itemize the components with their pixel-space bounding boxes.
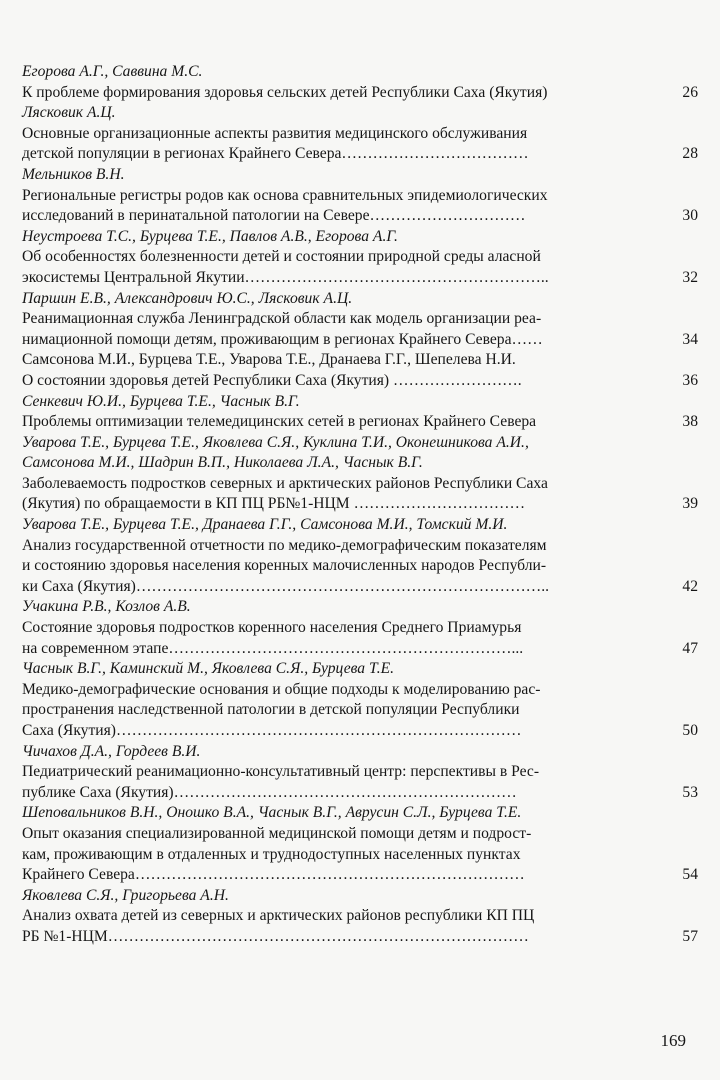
toc-title: К проблеме формирования здоровья сельских детей Республики Саха (Якутия) <box>22 83 548 101</box>
toc-entry <box>22 62 698 103</box>
toc-entry <box>22 227 698 289</box>
page-number: 169 <box>660 1031 686 1050</box>
toc-title: Региональные регистры родов как основа сравнительных эпидемиологических исследований в перинатальной патологии на Севере………………………… <box>22 186 548 225</box>
toc-title: Медико-демографические основания и общие подходы к моделированию рас- пространения наследственной патологии в детской популяции Республики Саха (Якутия)…………………………………………………………………… <box>22 680 541 739</box>
toc-page-number: 54 <box>682 866 698 884</box>
toc-title: Опыт оказания специализированной медицинской помощи детям и подрост- кам, проживающим в отдаленных и труднодоступных населенных пунктах Крайнего Севера………………………………………………………………… <box>22 824 532 884</box>
toc-page-number: 38 <box>682 413 698 431</box>
toc-authors: Лясковик А.Ц. <box>22 104 116 122</box>
toc-entry <box>22 597 698 659</box>
toc-title-row <box>22 83 698 104</box>
toc-authors: Самсонова М.И., Бурцева Т.Е., Уварова Т.Е., Дранаева Г.Г., Шепелева Н.И. <box>22 351 516 369</box>
toc-authors: Мельников В.Н. <box>22 165 125 183</box>
toc-title-row <box>22 680 698 742</box>
toc-page-number: 42 <box>682 577 698 595</box>
toc-title-row <box>22 474 698 515</box>
toc-title: Проблемы оптимизации телемедицинских сетей в регионах Крайнего Севера <box>22 413 537 431</box>
toc-entry <box>22 165 698 227</box>
table-of-contents <box>22 62 698 948</box>
toc-title: Реанимационная служба Ленинградской области как модель организации реа- нимационной помощи детям, проживающим в регионах Крайнего Севера…… <box>22 310 543 348</box>
toc-authors: Чичахов Д.А., Гордеев В.И. <box>22 742 201 760</box>
toc-page-number: 32 <box>682 268 698 286</box>
toc-authors: Уварова Т.Е., Бурцева Т.Е., Дранаева Г.Г., Самсонова М.И., Томский М.И. <box>22 516 508 534</box>
toc-title-row <box>22 762 698 803</box>
toc-entry <box>22 803 698 885</box>
toc-page-number: 39 <box>682 495 698 513</box>
toc-page-number: 53 <box>682 783 698 801</box>
toc-entry <box>22 289 698 351</box>
toc-title-row <box>22 412 698 433</box>
toc-title: Заболеваемость подростков северных и арктических районов Республики Саха (Якутия) по обращаемости в КП ПЦ РБ№1-НЦМ …………………………… <box>22 474 548 513</box>
toc-authors: Егорова А.Г., Саввина М.С. <box>22 63 203 80</box>
toc-title: О состоянии здоровья детей Республики Саха (Якутия) ……………………. <box>22 371 522 389</box>
toc-page-number: 50 <box>682 722 698 739</box>
toc-authors: Неустроева Т.С., Бурцева Т.Е., Павлов А.В., Егорова А.Г. <box>22 227 398 245</box>
toc-title-row <box>22 536 698 598</box>
toc-entry <box>22 350 698 391</box>
toc-title-row <box>22 247 698 288</box>
toc-authors: Часнык В.Г., Каминский М., Яковлева С.Я., Бурцева Т.Е. <box>22 660 395 678</box>
toc-title-row <box>22 186 698 227</box>
toc-title-row <box>22 906 698 947</box>
toc-authors: Шеповальников В.Н., Оношко В.А., Часнык В.Г., Аврусин С.Л., Бурцева Т.Е. <box>22 804 522 822</box>
toc-page-number: 26 <box>682 83 698 101</box>
toc-page-number: 36 <box>682 371 698 389</box>
toc-title: Основные организационные аспекты развития медицинского обслуживания детской популяции в регионах Крайнего Севера……………………………… <box>22 124 529 163</box>
toc-page-number: 57 <box>682 927 698 945</box>
toc-authors: Сенкевич Ю.И., Бурцева Т.Е., Часнык В.Г. <box>22 392 300 410</box>
toc-entry <box>22 515 698 597</box>
toc-authors: Учакина Р.В., Козлов А.В. <box>22 598 191 616</box>
toc-authors: Яковлева С.Я., Григорьева А.Н. <box>22 886 229 904</box>
toc-page-number: 28 <box>682 145 698 163</box>
toc-authors: Уварова Т.Е., Бурцева Т.Е., Яковлева С.Я., Куклина Т.И., Оконешникова А.И., Самсонова М.И., Шадрин В.П., Николаева Л.А., Часнык В.Г. <box>22 433 529 472</box>
toc-page-number: 47 <box>682 639 698 657</box>
toc-title: Анализ государственной отчетности по медико-демографическим показателям и состоянию здоровья населения коренных малочисленных народов Республи- ки Саха (Якутия)…………………………………………………………………….. <box>22 536 550 595</box>
toc-title: Состояние здоровья подростков коренного населения Среднего Приамурья на современном этапе…………………………………………………………... <box>22 619 524 657</box>
toc-page-number: 30 <box>682 207 698 225</box>
toc-page-number: 34 <box>682 330 698 348</box>
toc-entry <box>22 659 698 741</box>
toc-title-row <box>22 309 698 350</box>
toc-title: Педиатрический реанимационно-консультативный центр: перспективы в Рес- публике Саха (Якутия)………………………………………………………… <box>22 763 540 801</box>
toc-entry <box>22 742 698 804</box>
toc-title-row <box>22 824 698 886</box>
toc-entry <box>22 103 698 165</box>
toc-title: Об особенностях болезненности детей и состоянии природной среды аласной экосистемы Центральной Якутии………………………………………………….. <box>22 248 549 286</box>
toc-title-row <box>22 124 698 165</box>
toc-entry <box>22 433 698 515</box>
toc-title: Анализ охвата детей из северных и арктических районов республики КП ПЦ РБ №1-НЦМ……………………………………………………………………… <box>22 907 535 945</box>
toc-title-row <box>22 371 698 392</box>
toc-authors: Паршин Е.В., Александрович Ю.С., Лясковик А.Ц. <box>22 289 353 307</box>
toc-entry <box>22 886 698 948</box>
toc-entry <box>22 392 698 433</box>
toc-title-row <box>22 618 698 659</box>
